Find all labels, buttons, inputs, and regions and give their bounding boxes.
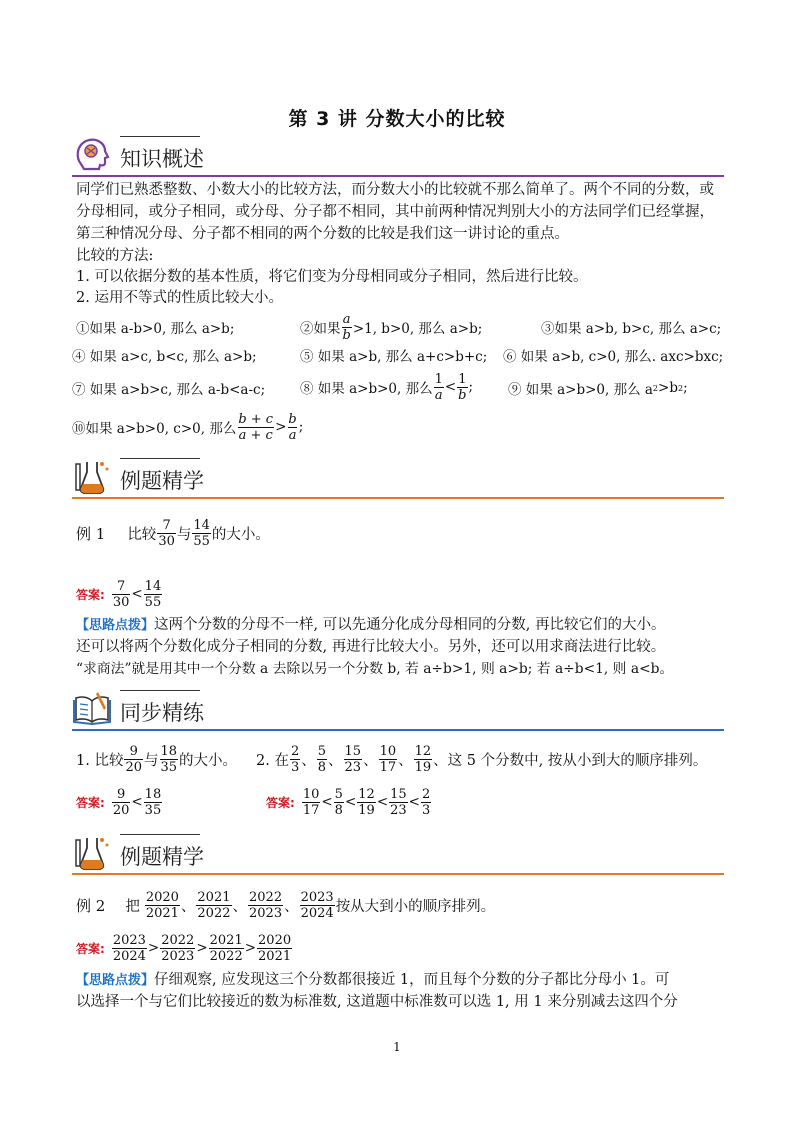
section-underline: [72, 873, 724, 875]
method-1: 1. 可以依据分数的基本性质，将它们变为分母相同或分子相同，然后进行比较。: [76, 269, 588, 285]
section-header-example2: [72, 832, 724, 880]
fraction: $\frac{2021}{2022}$: [209, 932, 243, 964]
fraction: $\frac{7}{30}$: [158, 517, 175, 549]
fraction: $\frac{10}{17}$: [302, 786, 320, 818]
example2-answer: 答案: $\frac{2023}{2024}$ > $\frac{2022}{2023}$ > $\frac{2021}{2022}$ > $\frac{2020}{2021}$: [76, 932, 292, 964]
section-label: 例题精学: [120, 845, 204, 869]
rule-10: ⑩如果 a>b>0, c>0, 那么 $\frac{b + c}{a + c}$ > $\frac{b}{a}$ ;: [72, 411, 304, 443]
open-book-icon: [72, 688, 112, 728]
fraction: $\frac{2}{3}$: [421, 786, 431, 818]
example1-hint-line2: 还可以将两个分数化成分子相同的分数, 再进行比较大小。另外，还可以用求商法进行比较。: [76, 639, 666, 655]
example1-hint: 【思路点拨】这两个分数的分母不一样, 可以先通分化成分母相同的分数, 再比较它们的大小。: [76, 617, 666, 633]
section-label: 例题精学: [120, 469, 204, 493]
fraction: $\frac{18}{35}$: [144, 786, 162, 818]
practice-answer-2: 答案: $\frac{10}{17}$ < $\frac{5}{8}$ < $\frac{12}{19}$ < $\frac{15}{23}$ < $\frac{2}{3}$: [266, 786, 431, 818]
example1-question: 例 1 比较 $\frac{7}{30}$ 与 $\frac{14}{55}$ 的大小。: [76, 517, 270, 549]
fraction: $\frac{2}{3}$: [290, 743, 300, 775]
rule-4: ④ 如果 a>c, b<c, 那么 a>b;: [72, 349, 257, 365]
section-underline: [72, 729, 724, 731]
rule-9: ⑨ 如果 a>b>0, 那么 a 2 >b 2 ;: [508, 380, 688, 398]
fraction: $\frac{15}{23}$: [390, 786, 407, 818]
fraction: $\frac{1}{b}$: [458, 371, 467, 403]
section-label: 同步精练: [120, 701, 204, 725]
example2-hint-line2: 以选择一个与它们比较接近的数为标准数, 这道题中标准数可以选 1, 用 1 来分别减去这四个分: [76, 994, 678, 1010]
section-header-practice: [72, 688, 724, 736]
section-header-example1: [72, 456, 724, 504]
rule-2: ②如果 $\frac{a}{b}$ >1, b>0, 那么 a>b;: [300, 311, 483, 343]
fraction: $\frac{18}{35}$: [160, 743, 178, 775]
section-underline: [72, 175, 724, 177]
practice-answer-1: 答案: $\frac{9}{20}$ < $\frac{18}{35}$: [76, 786, 162, 818]
fraction: $\frac{b}{a}$: [288, 411, 297, 443]
example2-hint: 【思路点拨】仔细观察, 应发现这三个分数都很接近 1，而且每个分数的分子都比分母小 1。可: [76, 972, 670, 988]
fraction: $\frac{5}{8}$: [317, 743, 327, 775]
section-top-rule: [120, 136, 200, 137]
section-top-rule: [120, 458, 200, 459]
rule-3: ③如果 a>b, b>c, 那么 a>c;: [541, 321, 722, 337]
fraction: $\frac{b + c}{a + c}$: [238, 411, 274, 443]
fraction: $\frac{2022}{2023}$: [249, 889, 283, 921]
fraction: $\frac{12}{19}$: [414, 743, 432, 775]
chemistry-flask-icon: [72, 832, 112, 872]
methods-title: 比较的方法:: [76, 248, 154, 264]
fraction: $\frac{2023}{2024}$: [112, 932, 146, 964]
fraction: $\frac{10}{17}$: [379, 743, 397, 775]
fraction: $\frac{14}{55}$: [193, 517, 210, 549]
chemistry-flask-icon: [72, 456, 112, 496]
rule-1: ①如果 a-b>0, 那么 a>b;: [76, 321, 235, 337]
fraction: $\frac{12}{19}$: [358, 786, 375, 818]
example1-hint-line3: “求商法”就是用其中一个分数 a 去除以另一个分数 b, 若 a÷b>1, 则 a>b; 若 a÷b<1, 则 a<b。: [76, 661, 674, 677]
page-title: 第 3 讲 分数大小的比较: [288, 108, 506, 130]
overview-paragraph: 同学们已熟悉整数、小数大小的比较方法，而分数大小的比较就不那么简单了。两个不同的分数，或分母相同，或分子相同，或分母、分子都不相同，其中前两种情况判别大小的方法同学们已经掌握，第三种情况分母、分子都不相同的两个分数的比较是我们这一讲讨论的重点。: [76, 182, 714, 242]
fraction: $\frac{9}{20}$: [112, 786, 130, 818]
fraction: $\frac{9}{20}$: [125, 743, 142, 775]
page-number: 1: [393, 1040, 401, 1054]
section-header-knowledge: [72, 134, 724, 182]
section-top-rule: [120, 690, 200, 691]
fraction: $\frac{5}{8}$: [334, 786, 343, 818]
section-top-rule: [120, 834, 200, 835]
section-label: 知识概述: [120, 147, 204, 171]
fraction: $\frac{2020}{2021}$: [145, 889, 179, 921]
example1-answer: 答案: $\frac{7}{30}$ < $\frac{14}{55}$: [76, 578, 162, 610]
example2-question: 例 2 把 $\frac{2020}{2021}$ 、 $\frac{2021}{2022}$ 、 $\frac{2022}{2023}$ 、 $\frac{2023}{2024}$ 按从大到小的顺序排列。: [76, 889, 496, 921]
practice-question-2: 2. 在 $\frac{2}{3}$ 、 $\frac{5}{8}$ 、 $\frac{15}{23}$ 、 $\frac{10}{17}$ 、 $\frac{12}{19}$ 、 这 5 个分数中, 按从小到大的顺序排列。: [256, 743, 708, 775]
fraction: $\frac{2023}{2024}$: [300, 889, 334, 921]
brain-head-icon: [72, 134, 112, 174]
fraction: $\frac{2020}{2021}$: [258, 932, 292, 964]
rule-8: ⑧ 如果 a>b>0, 那么 $\frac{1}{a}$ < $\frac{1}{b}$ ;: [300, 371, 474, 403]
fraction: $\frac{2021}{2022}$: [197, 889, 231, 921]
fraction: $\frac{a}{b}$: [342, 311, 351, 343]
section-underline: [72, 497, 724, 499]
rule-5: ⑤ 如果 a>b, 那么 a+c>b+c;: [300, 349, 488, 365]
fraction: $\frac{14}{55}$: [144, 578, 162, 610]
rule-6: ⑥ 如果 a>b, c>0, 那么. axc>bxc;: [503, 349, 724, 365]
fraction: $\frac{7}{30}$: [112, 578, 130, 610]
fraction: $\frac{2022}{2023}$: [161, 932, 195, 964]
fraction: $\frac{15}{23}$: [344, 743, 362, 775]
rule-7: ⑦ 如果 a>b>c, 那么 a-b<a-c;: [72, 382, 266, 398]
method-2: 2. 运用不等式的性质比较大小。: [76, 290, 283, 306]
practice-question-1: 1. 比较 $\frac{9}{20}$ 与 $\frac{18}{35}$ 的大小。: [76, 743, 238, 775]
fraction: $\frac{1}{a}$: [434, 371, 443, 403]
